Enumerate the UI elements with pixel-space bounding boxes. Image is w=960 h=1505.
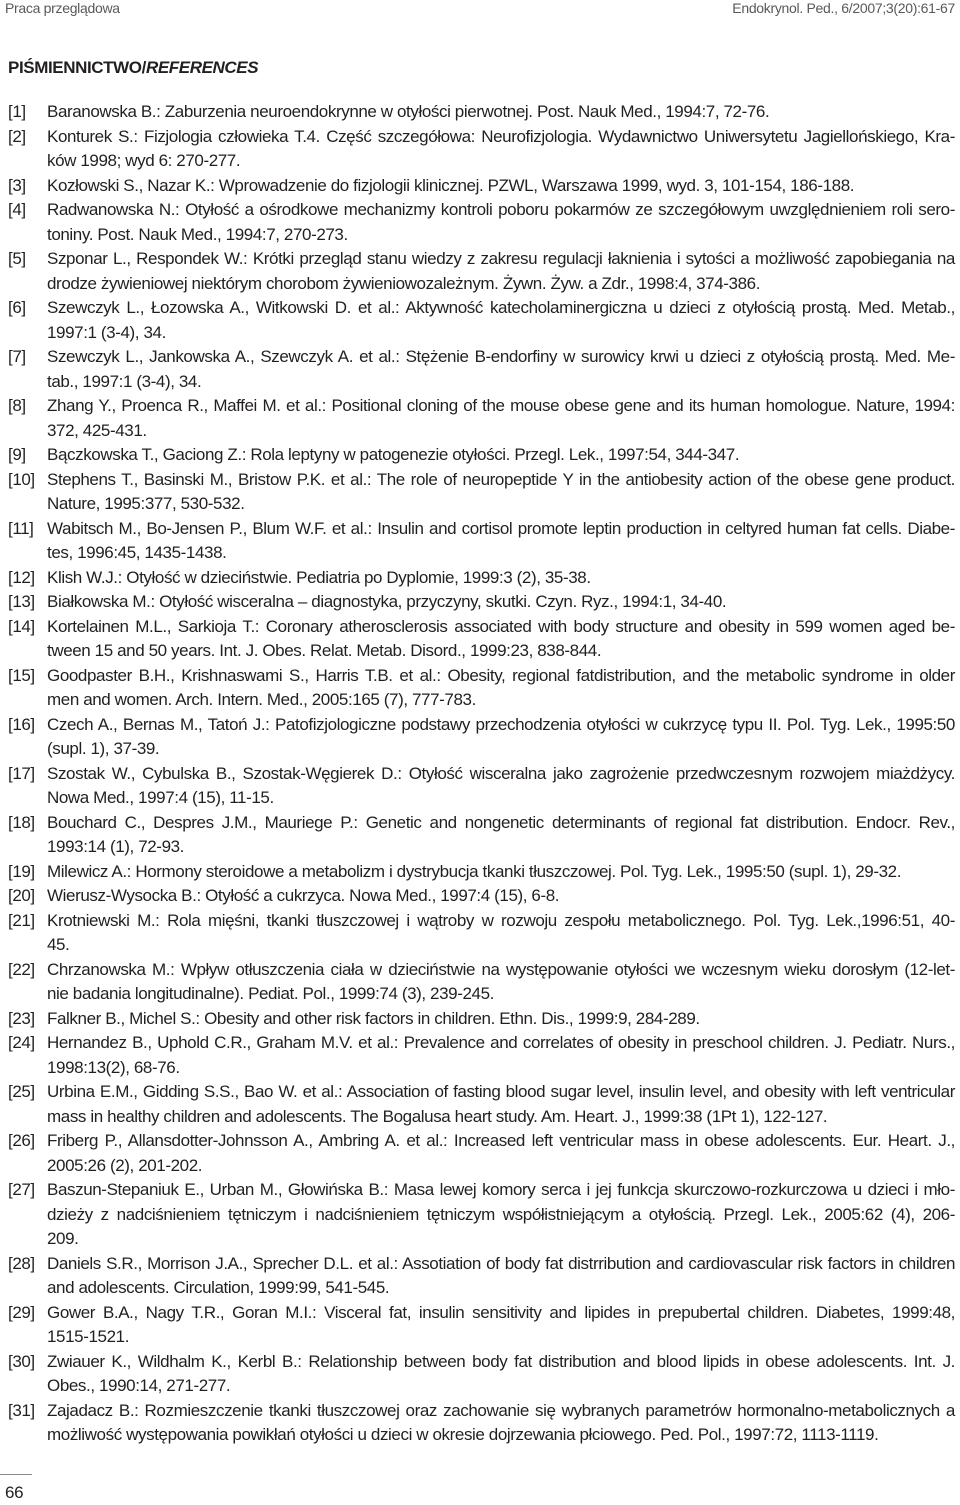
reference-text (47, 958, 955, 1007)
reference-item (8, 615, 955, 664)
reference-item (8, 909, 955, 958)
reference-item (8, 1252, 955, 1301)
reference-item (8, 174, 955, 199)
reference-text (47, 247, 955, 296)
reference-line: (supl. 1), 37-39. (47, 739, 160, 758)
reference-line: Szostak W., Cybulska B., Szostak-Węgierek D.: Otyłość wisceralna jako zagrożenie przedwczesnym rozwojem miażdżycy. (47, 763, 955, 783)
reference-text (47, 860, 955, 885)
reference-number: [23] (8, 1008, 35, 1028)
reference-line: 1515-1521. (47, 1327, 130, 1346)
reference-line: Szponar L., Respondek W.: Krótki przegląd stanu wiedzy z zakresu regulacji łaknienia i sytości a możliwość zapobiegania na (47, 249, 955, 268)
reference-item (8, 590, 955, 615)
reference-text (47, 125, 955, 174)
reference-text (47, 566, 955, 591)
reference-item (8, 345, 955, 394)
reference-item (8, 811, 955, 860)
reference-line: Urbina E.M., Gidding S.S., Bao W. et al.: Association of fasting blood sugar level, insulin level, and obesity with left ventricular (47, 1082, 955, 1101)
reference-line: Obes., 1990:14, 271-277. (47, 1376, 231, 1395)
reference-line: Wierusz-Wysocka B.: Otyłość a cukrzyca. Nowa Med., 1997:4 (15), 6-8. (47, 886, 560, 905)
reference-item (8, 1007, 955, 1032)
reference-item (8, 394, 955, 443)
page-number: 66 (5, 1483, 24, 1502)
reference-text (47, 1129, 955, 1178)
reference-line: 1993:14 (1), 72-93. (47, 837, 184, 856)
reference-line: Friberg P., Allansdotter-Johnsson A., Ambring A. et al.: Increased left ventricular mass in obese adolescents. Eur. Heart. J., (47, 1131, 955, 1150)
reference-item (8, 1350, 955, 1399)
reference-text (47, 345, 955, 394)
reference-item (8, 762, 955, 811)
reference-line: Stephens T., Basinski M., Bristow P.K. et al.: The role of neuropeptide Y in the antiobesity action of the obese gene product. (47, 469, 955, 489)
reference-number: [7] (8, 347, 26, 366)
reference-number: [21] (8, 910, 35, 930)
reference-line: 1997:1 (3-4), 34. (47, 322, 166, 342)
reference-item (8, 1301, 955, 1350)
reference-line: Białkowska M.: Otyłość wisceralna – diagnostyka, przyczyny, skutki. Czyn. Ryz., 1994:1, 34-40. (47, 592, 727, 611)
reference-line: 372, 425-431. (47, 420, 147, 440)
reference-text (47, 1178, 955, 1252)
reference-number: [31] (8, 1400, 35, 1420)
reference-number: [14] (8, 616, 35, 636)
reference-line: drodze żywieniowej niektórym chorobom żywieniowozależnym. Żywn. Żyw. a Zdr., 1998:4, 374-386. (47, 273, 761, 293)
reference-number: [29] (8, 1302, 35, 1322)
reference-item (8, 125, 955, 174)
running-header-journal-citation: Endokrynol. Ped., 6/2007;3(20):61-67 (732, 0, 955, 16)
reference-text (47, 762, 955, 811)
reference-number: [17] (8, 763, 35, 783)
reference-number: [27] (8, 1180, 35, 1199)
reference-line: 1998:13(2), 68-76. (47, 1057, 180, 1077)
reference-text (47, 443, 955, 468)
reference-line: Klish W.J.: Otyłość w dzieciństwie. Pediatria po Dyplomie, 1999:3 (2), 35-38. (47, 567, 591, 587)
reference-number: [20] (8, 886, 35, 905)
reference-line: Nature, 1995:377, 530-532. (47, 494, 245, 513)
reference-number: [30] (8, 1351, 35, 1371)
reference-item (8, 713, 955, 762)
reference-line: Bączkowska T., Gaciong Z.: Rola leptyny w patogenezie otyłości. Przegl. Lek., 1997:54, 344-347. (47, 445, 740, 464)
reference-text (47, 811, 955, 860)
reference-text (47, 1399, 955, 1448)
reference-line: możliwość występowania powikłań otyłości u dzieci w okresie dojrzewania płciowego. Ped. Pol., 1997:72, 1113-1119. (47, 1425, 879, 1444)
reference-text (47, 1080, 955, 1129)
reference-item (8, 517, 955, 566)
reference-line: ków 1998; wyd 6: 270-277. (47, 151, 241, 170)
reference-line: Szewczyk L., Jankowska A., Szewczyk A. et al.: Stężenie B-endorfiny w surowicy krwi u dzieci z otyłością prostą. Med. Me- (47, 347, 955, 366)
reference-item (8, 958, 955, 1007)
reference-item (8, 1399, 955, 1448)
reference-number: [10] (8, 469, 35, 489)
reference-line: tween 15 and 50 years. Int. J. Obes. Relat. Metab. Disord., 1999:23, 838-844. (47, 641, 602, 660)
reference-line: Hernandez B., Uphold C.R., Graham M.V. et al.: Prevalence and correlates of obesity in preschool children. J. Pediatr. Nurs., (47, 1033, 955, 1052)
reference-line: Falkner B., Michel S.: Obesity and other risk factors in children. Ethn. Dis., 1999:9, 284-289. (47, 1008, 700, 1028)
reference-text (47, 198, 955, 247)
reference-number: [4] (8, 200, 26, 219)
reference-item (8, 1178, 955, 1252)
reference-item (8, 566, 955, 591)
section-title (8, 56, 258, 81)
reference-text (47, 664, 955, 713)
footer-divider (0, 1474, 32, 1475)
reference-line: Szewczyk L., Łozowska A., Witkowski D. et al.: Aktywność katecholaminergiczna u dzieci z otyłością prostą. Med. Metab., (47, 298, 955, 317)
reference-item (8, 198, 955, 247)
reference-line: Krotniewski M.: Rola mięśni, tkanki tłuszczowej i wątroby w rozwoju zespołu metabolicznego. Pol. Tyg. Lek.,1996:51, 40- (47, 910, 955, 930)
reference-number: [5] (8, 249, 26, 268)
reference-text (47, 615, 955, 664)
reference-text (47, 909, 955, 958)
reference-number: [11] (8, 518, 34, 538)
reference-number: [16] (8, 714, 35, 734)
reference-line: mass in healthy children and adolescents. The Bogalusa heart study. Am. Heart. J., 1999:38 (1Pt 1), 122-127. (47, 1106, 828, 1126)
reference-number: [22] (8, 959, 35, 979)
reference-text (47, 296, 955, 345)
reference-text (47, 1031, 955, 1080)
reference-item (8, 1129, 955, 1178)
reference-text (47, 590, 955, 615)
reference-line: 209. (47, 1229, 79, 1248)
reference-line: 45. (47, 935, 70, 954)
reference-line: Zwiauer K., Wildhalm K., Kerbl B.: Relationship between body fat distribution and blood lipids in obese adolescents. Int. J. (47, 1351, 955, 1371)
reference-item (8, 247, 955, 296)
reference-text (47, 713, 955, 762)
reference-line: Zhang Y., Proenca R., Maffei M. et al.: Positional cloning of the mouse obese gene and its human homologue. Nature, 1994: (47, 396, 955, 415)
reference-line: Goodpaster B.H., Krishnaswami S., Harris T.B. et al.: Obesity, regional fatdistribution, and the metabolic syndrome in older (47, 665, 955, 685)
reference-number: [24] (8, 1033, 35, 1052)
reference-line: Milewicz A.: Hormony steroidowe a metabolizm i dystrybucja tkanki tłuszczowej. Pol. Tyg. Lek., 1995:50 (supl. 1), 29-32. (47, 861, 902, 881)
reference-text (47, 100, 955, 125)
reference-item (8, 296, 955, 345)
reference-line: tab., 1997:1 (3-4), 34. (47, 371, 202, 391)
reference-text (47, 1252, 955, 1301)
reference-number: [26] (8, 1131, 35, 1150)
reference-text (47, 517, 955, 566)
reference-text (47, 1350, 955, 1399)
reference-line: Kozłowski S., Nazar K.: Wprowadzenie do fizjologii klinicznej. PZWL, Warszawa 1999, wyd. 3, 101-154, 186-188. (47, 175, 855, 195)
reference-number: [8] (8, 396, 26, 415)
reference-number: [13] (8, 592, 35, 611)
reference-number: [19] (8, 861, 35, 881)
reference-text (47, 468, 955, 517)
reference-item (8, 664, 955, 713)
reference-line: Gower B.A., Nagy T.R., Goran M.I.: Visceral fat, insulin sensitivity and lipides in prepubertal children. Diabetes, 1999:48, (47, 1302, 955, 1322)
reference-text (47, 884, 955, 909)
reference-line: and adolescents. Circulation, 1999:99, 541-545. (47, 1278, 390, 1297)
reference-list (8, 100, 955, 1448)
reference-line: Czech A., Bernas M., Tatoń J.: Patofizjologiczne podstawy przechodzenia otyłości w cukrzycę typu II. Pol. Tyg. Lek., 1995:50 (47, 714, 955, 734)
reference-line: Baranowska B.: Zaburzenia neuroendokrynne w otyłości pierwotnej. Post. Nauk Med., 1994:7, 72-76. (47, 102, 770, 121)
reference-line: Wabitsch M., Bo-Jensen P., Blum W.F. et al.: Insulin and cortisol promote leptin production in celtyred human fat cells. Diabe- (47, 518, 955, 538)
reference-number: [3] (8, 175, 26, 195)
reference-number: [28] (8, 1253, 35, 1273)
reference-number: [18] (8, 812, 35, 832)
reference-line: tes, 1996:45, 1435-1438. (47, 543, 227, 562)
reference-line: Chrzanowska M.: Wpływ otłuszczenia ciała w dzieciństwie na występowanie otyłości we wczesnym wieku dorosłym (12-let- (47, 959, 955, 979)
reference-number: [6] (8, 298, 26, 317)
reference-item (8, 1080, 955, 1129)
reference-number: [2] (8, 126, 26, 146)
section-title-polish: PIŚMIENNICTWO/ (8, 58, 146, 77)
reference-line: Bouchard C., Despres J.M., Mauriege P.: Genetic and nongenetic determinants of regional fat distribution. Endocr. Rev., (47, 812, 955, 832)
reference-item (8, 468, 955, 517)
reference-text (47, 1301, 955, 1350)
reference-text (47, 174, 955, 199)
reference-line: nie badania longitudinalne). Pediat. Pol., 1999:74 (3), 239-245. (47, 984, 494, 1003)
reference-text (47, 1007, 955, 1032)
reference-number: [9] (8, 445, 26, 464)
reference-item (8, 100, 955, 125)
reference-text (47, 394, 955, 443)
reference-item (8, 1031, 955, 1080)
reference-number: [1] (8, 102, 26, 121)
reference-line: toniny. Post. Nauk Med., 1994:7, 270-273. (47, 224, 348, 244)
reference-line: Konturek S.: Fizjologia człowieka T.4. Część szczegółowa: Neurofizjologia. Wydawnictwo Uniwersytetu Jagiellońskiego, Kra- (47, 126, 955, 146)
reference-line: Nowa Med., 1997:4 (15), 11-15. (47, 788, 274, 807)
reference-line: Kortelainen M.L., Sarkioja T.: Coronary atherosclerosis associated with body structure and obesity in 599 women aged be- (47, 616, 955, 636)
reference-line: Baszun-Stepaniuk E., Urban M., Głowińska B.: Masa lewej komory serca i jej funkcja skurczowo-rozkurczowa u dzieci i mło- (47, 1180, 955, 1199)
reference-line: Zajadacz B.: Rozmieszczenie tkanki tłuszczowej oraz zachowanie się wybranych parametrów hormonalno-metabolicznych a (47, 1400, 955, 1420)
reference-number: [25] (8, 1082, 35, 1101)
running-header-article-type: Praca przeglądowa (5, 0, 120, 16)
reference-number: [15] (8, 665, 35, 685)
reference-line: men and women. Arch. Intern. Med., 2005:165 (7), 777-783. (47, 690, 476, 709)
reference-line: 2005:26 (2), 201-202. (47, 1155, 203, 1175)
reference-line: Daniels S.R., Morrison J.A., Sprecher D.L. et al.: Assotiation of body fat distrribution and cardiovascular risk factors in children (47, 1253, 955, 1273)
reference-item (8, 884, 955, 909)
reference-item (8, 443, 955, 468)
section-title-english: REFERENCES (145, 58, 259, 77)
reference-item (8, 860, 955, 885)
reference-number: [12] (8, 567, 35, 587)
reference-line: Radwanowska N.: Otyłość a ośrodkowe mechanizmy kontroli poboru pokarmów ze szczegółowym uwzględnieniem roli sero- (47, 200, 955, 219)
reference-line: dzieży z nadciśnieniem tętniczym i nadciśnieniem tętniczym współistniejącym a otyłością. Przegl. Lek., 2005:62 (4), 206- (47, 1204, 955, 1224)
